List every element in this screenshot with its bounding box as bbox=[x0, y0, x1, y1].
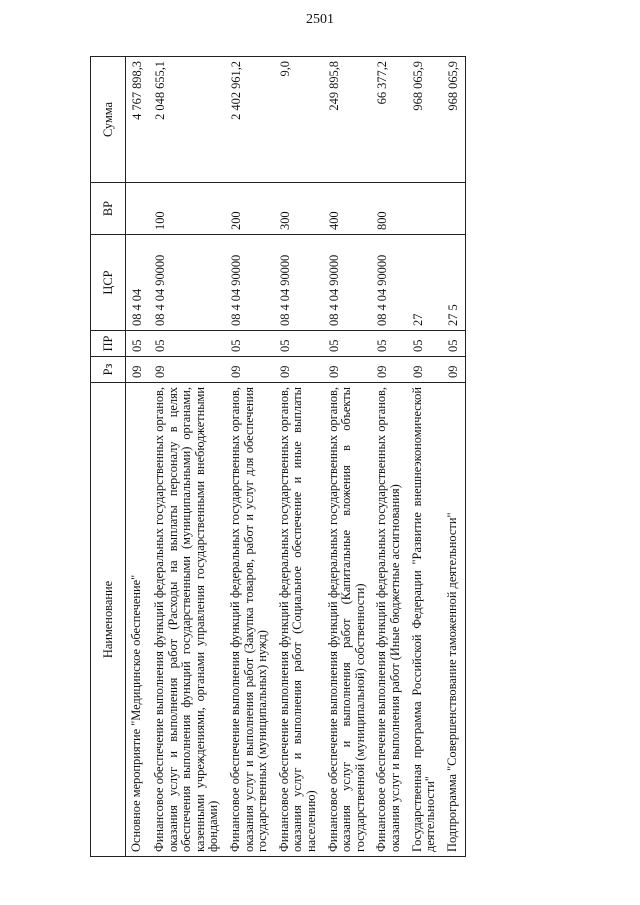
cell-name: Финансовое обеспечение выполнения функций федеральных государственных органов, оказания услуг и выполнения работ (Капитальные вложения в объекты государственной (муниципальной) собственности) bbox=[323, 383, 372, 857]
cell-pr: 05 bbox=[274, 331, 323, 357]
table-row bbox=[323, 57, 372, 857]
cell-name: Финансовое обеспечение выполнения функций федеральных государственных органов, оказания услуг и выполнения работ (Иные бюджетные ассигнования) bbox=[371, 383, 406, 857]
cell-pr: 05 bbox=[149, 331, 225, 357]
cell-sum: 9,0 bbox=[274, 57, 323, 183]
header-rz: Рз bbox=[91, 357, 126, 383]
cell-name: Финансовое обеспечение выполнения функций федеральных государственных органов, оказания услуг и выполнения работ (Социальное обеспечение и иные выплаты населению) bbox=[274, 383, 323, 857]
budget-table-rotated bbox=[90, 57, 605, 857]
cell-rz: 09 bbox=[371, 357, 406, 383]
cell-pr: 05 bbox=[442, 331, 466, 357]
budget-table bbox=[90, 56, 466, 857]
cell-rz: 09 bbox=[225, 357, 274, 383]
cell-sum: 249 895,8 bbox=[323, 57, 372, 183]
cell-pr: 05 bbox=[126, 331, 150, 357]
table-row bbox=[126, 57, 150, 857]
cell-name: Финансовое обеспечение выполнения функций федеральных государственных органов, оказания услуг и выполнения работ (Расходы на выплаты персоналу в целях обеспечения выполнения функций государственными (муниципальными) органами, казенными учреждениями, органами управления государственными внебюджетными фондами) bbox=[149, 383, 225, 857]
cell-pr: 05 bbox=[407, 331, 442, 357]
cell-pr: 05 bbox=[371, 331, 406, 357]
cell-rz: 09 bbox=[407, 357, 442, 383]
cell-name: Финансовое обеспечение выполнения функций федеральных государственных органов, оказания услуг и выполнения работ (Закупка товаров, работ и услуг для обеспечения государственных (муниципальных) нужд) bbox=[225, 383, 274, 857]
table-row bbox=[225, 57, 274, 857]
cell-rz: 09 bbox=[442, 357, 466, 383]
cell-rz: 09 bbox=[126, 357, 150, 383]
table-row bbox=[371, 57, 406, 857]
header-pr: ПР bbox=[91, 331, 126, 357]
header-sum: Сумма bbox=[91, 57, 126, 183]
header-vr: ВР bbox=[91, 183, 126, 235]
cell-sum: 4 767 898,3 bbox=[126, 57, 150, 183]
cell-vr bbox=[442, 183, 466, 235]
table-row bbox=[274, 57, 323, 857]
cell-vr: 300 bbox=[274, 183, 323, 235]
cell-rz: 09 bbox=[323, 357, 372, 383]
header-csr: ЦСР bbox=[91, 235, 126, 331]
cell-vr: 800 bbox=[371, 183, 406, 235]
cell-csr: 08 4 04 90000 bbox=[274, 235, 323, 331]
cell-sum: 2 402 961,2 bbox=[225, 57, 274, 183]
cell-name: Подпрограмма "Совершенствование таможенной деятельности" bbox=[442, 383, 466, 857]
cell-sum: 2 048 655,1 bbox=[149, 57, 225, 183]
cell-csr: 08 4 04 90000 bbox=[225, 235, 274, 331]
cell-pr: 05 bbox=[323, 331, 372, 357]
cell-pr: 05 bbox=[225, 331, 274, 357]
cell-vr bbox=[126, 183, 150, 235]
table-header-row bbox=[91, 57, 126, 857]
cell-vr bbox=[407, 183, 442, 235]
cell-sum: 968 065,9 bbox=[407, 57, 442, 183]
cell-csr: 08 4 04 90000 bbox=[371, 235, 406, 331]
table-row bbox=[149, 57, 225, 857]
cell-csr: 08 4 04 90000 bbox=[323, 235, 372, 331]
cell-name: Основное мероприятие "Медицинское обеспечение" bbox=[126, 383, 150, 857]
cell-csr: 27 bbox=[407, 235, 442, 331]
cell-vr: 400 bbox=[323, 183, 372, 235]
table-row bbox=[442, 57, 466, 857]
page-number: 2501 bbox=[306, 12, 334, 27]
cell-name: Государственная программа Российской Федерации "Развитие внешнеэкономической деятельности" bbox=[407, 383, 442, 857]
cell-sum: 66 377,2 bbox=[371, 57, 406, 183]
cell-rz: 09 bbox=[274, 357, 323, 383]
cell-csr: 27 5 bbox=[442, 235, 466, 331]
cell-vr: 200 bbox=[225, 183, 274, 235]
table-row bbox=[407, 57, 442, 857]
cell-csr: 08 4 04 bbox=[126, 235, 150, 331]
header-name: Наименование bbox=[91, 383, 126, 857]
cell-vr: 100 bbox=[149, 183, 225, 235]
cell-csr: 08 4 04 90000 bbox=[149, 235, 225, 331]
cell-sum: 968 065,9 bbox=[442, 57, 466, 183]
cell-rz: 09 bbox=[149, 357, 225, 383]
